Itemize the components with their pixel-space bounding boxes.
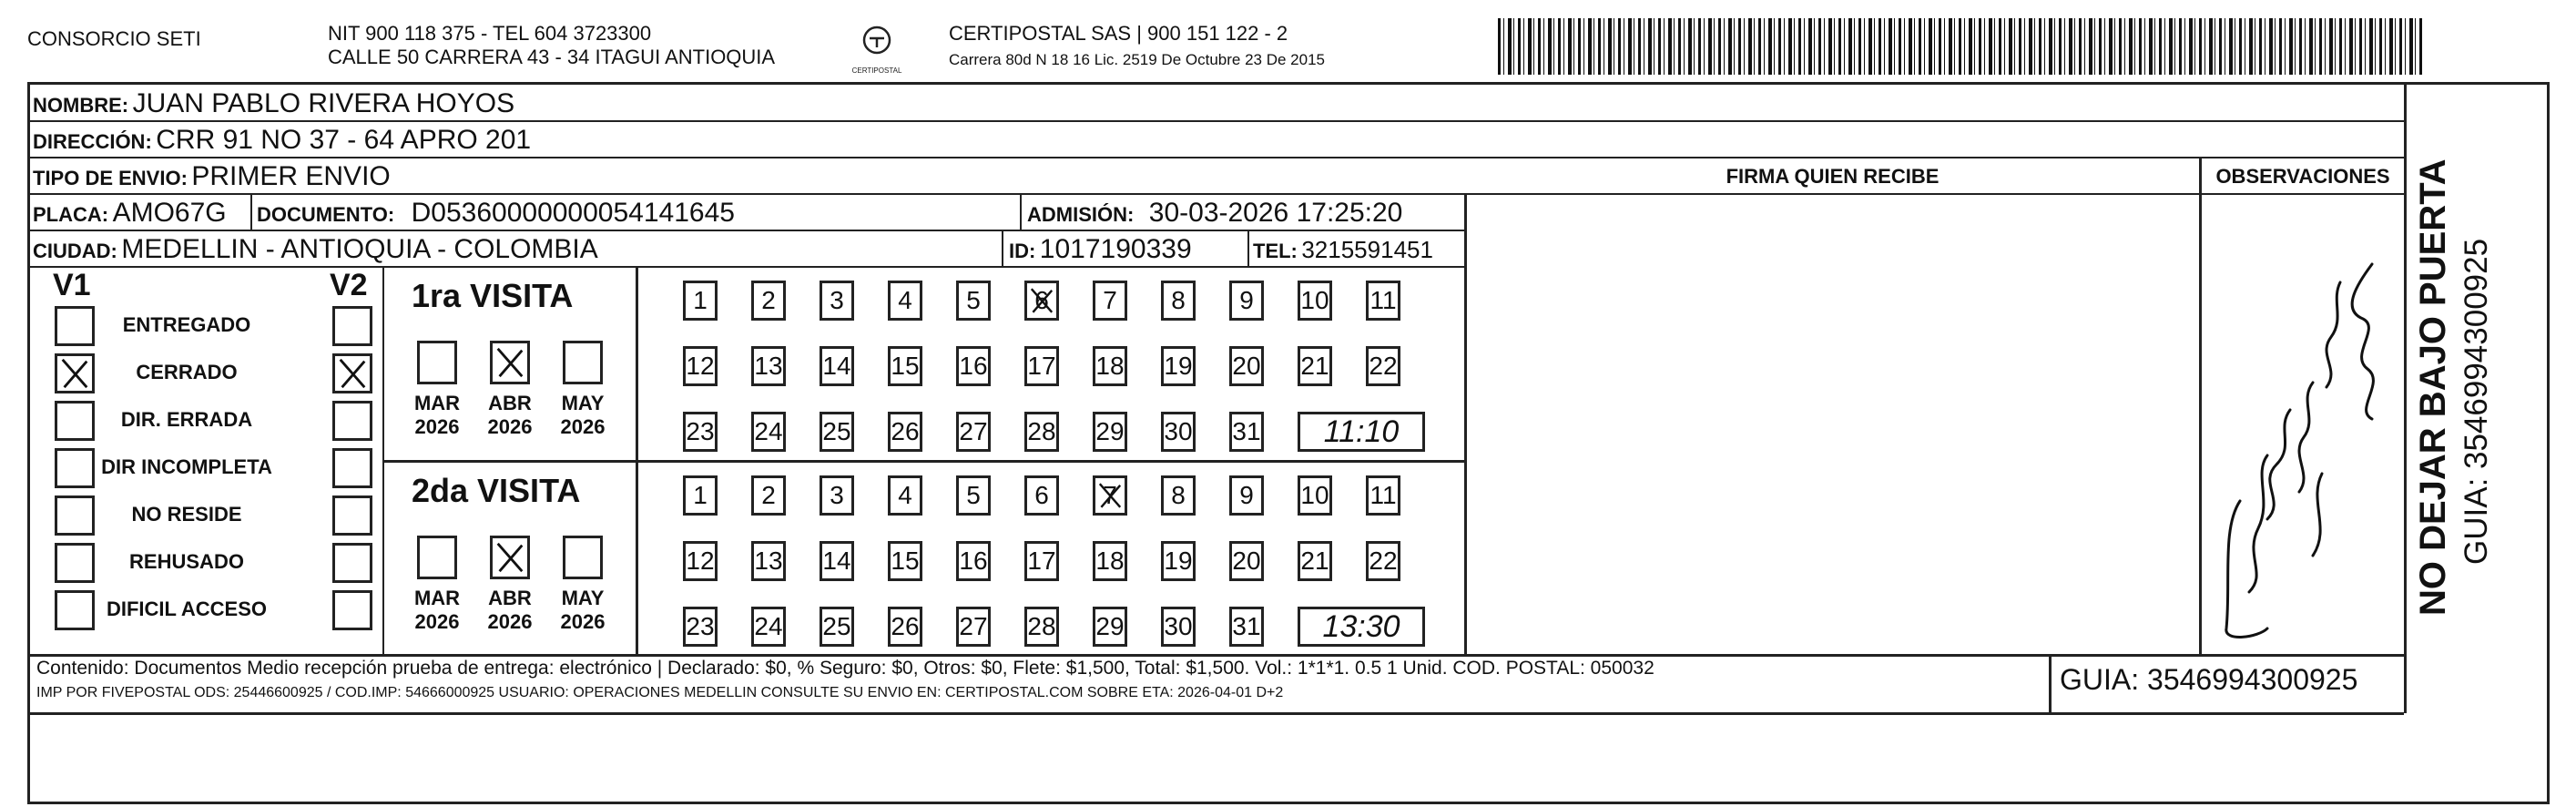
tel-row — [1253, 231, 1433, 272]
day-box[interactable]: 11 — [1366, 281, 1400, 321]
ciudad-value: MEDELLIN - ANTIOQUIA - COLOMBIA — [121, 234, 598, 264]
day-box[interactable]: 31 — [1229, 412, 1264, 452]
placa-label: PLACA: — [33, 203, 109, 226]
day-box[interactable]: 5 — [956, 281, 991, 321]
frame-bottom — [27, 802, 2550, 804]
v2-checkbox[interactable] — [332, 401, 372, 441]
no-dejar-bajo-puerta: NO DEJAR BAJO PUERTA — [2413, 158, 2453, 616]
address-line: CALLE 50 CARRERA 43 - 34 ITAGUI ANTIOQUIA — [328, 46, 776, 68]
day-box[interactable]: 15 — [888, 346, 922, 386]
day-box[interactable]: 30 — [1161, 607, 1196, 647]
status-option-label: CERRADO — [136, 361, 238, 383]
month-label: ABR 2026 — [487, 587, 533, 633]
day-box[interactable]: 27 — [956, 412, 991, 452]
day-box[interactable]: 6 — [1024, 281, 1059, 321]
day-box[interactable]: 19 — [1161, 541, 1196, 581]
day-box[interactable]: 23 — [683, 607, 718, 647]
v2-checkbox[interactable] — [332, 543, 372, 583]
nit-line: NIT 900 118 375 - TEL 604 3723300 — [328, 22, 652, 45]
v2-label: V2 — [330, 268, 368, 302]
day-box[interactable]: 21 — [1298, 541, 1332, 581]
day-box[interactable]: 20 — [1229, 541, 1264, 581]
day-box[interactable]: 31 — [1229, 607, 1264, 647]
month-label: ABR 2026 — [487, 392, 533, 438]
v1-label: V1 — [53, 268, 91, 302]
day-box[interactable]: 19 — [1161, 346, 1196, 386]
placa-row — [33, 195, 227, 236]
month-checkbox[interactable] — [417, 536, 457, 579]
day-box[interactable]: 28 — [1024, 607, 1059, 647]
day-box[interactable]: 12 — [683, 346, 718, 386]
v2-checkbox[interactable] — [332, 495, 372, 536]
day-box[interactable]: 11 — [1366, 475, 1400, 516]
day-box[interactable]: 26 — [888, 607, 922, 647]
admision-label: ADMISIÓN: — [1027, 203, 1135, 226]
day-box[interactable]: 10 — [1298, 281, 1332, 321]
admision-value: 30-03-2026 17:25:20 — [1148, 198, 1403, 228]
ciudad-label: CIUDAD: — [33, 240, 117, 262]
status-option-label: REHUSADO — [129, 550, 244, 573]
visit-time[interactable]: 13:30 — [1298, 607, 1425, 647]
month-checkbox[interactable] — [490, 341, 530, 384]
day-box[interactable]: 2 — [751, 281, 786, 321]
day-box[interactable]: 14 — [820, 541, 854, 581]
side-guia: GUIA: 3546994300925 — [2459, 238, 2494, 565]
direccion-label: DIRECCIÓN: — [33, 130, 152, 153]
day-box[interactable]: 7 — [1093, 475, 1127, 516]
day-box[interactable]: 17 — [1024, 541, 1059, 581]
day-box[interactable]: 3 — [820, 475, 854, 516]
svg-text:CERTIPOSTAL: CERTIPOSTAL — [851, 66, 902, 75]
direccion-row — [33, 122, 531, 163]
certipostal-logo — [845, 18, 909, 78]
status-option-label: NO RESIDE — [131, 503, 242, 526]
month-label: MAR 2026 — [413, 587, 461, 633]
day-box[interactable]: 30 — [1161, 412, 1196, 452]
company-name: CONSORCIO SETI — [27, 27, 201, 50]
day-box[interactable]: 20 — [1229, 346, 1264, 386]
day-box[interactable]: 1 — [683, 475, 718, 516]
month-label: MAY 2026 — [560, 392, 606, 438]
day-box[interactable]: 24 — [751, 412, 786, 452]
day-box[interactable]: 26 — [888, 412, 922, 452]
nombre-label: NOMBRE: — [33, 94, 129, 117]
visit-time[interactable]: 11:10 — [1298, 412, 1425, 452]
day-box[interactable]: 16 — [956, 346, 991, 386]
day-box[interactable]: 23 — [683, 412, 718, 452]
day-box[interactable]: 25 — [820, 607, 854, 647]
handwritten-signature — [2204, 200, 2399, 651]
day-box[interactable]: 27 — [956, 607, 991, 647]
day-box[interactable]: 29 — [1093, 607, 1127, 647]
day-box[interactable]: 13 — [751, 346, 786, 386]
observaciones-header: OBSERVACIONES — [2215, 165, 2390, 188]
nombre-row — [33, 86, 514, 127]
status-option-label: ENTREGADO — [122, 313, 251, 336]
day-box[interactable]: 5 — [956, 475, 991, 516]
day-box[interactable]: 9 — [1229, 281, 1264, 321]
direccion-value: CRR 91 NO 37 - 64 APRO 201 — [156, 125, 532, 155]
documento-row — [257, 195, 735, 236]
month-checkbox[interactable] — [563, 536, 603, 579]
side-divider — [2404, 82, 2407, 713]
firma-header: FIRMA QUIEN RECIBE — [1726, 165, 1940, 188]
day-box[interactable]: 21 — [1298, 346, 1332, 386]
tipo-value: PRIMER ENVIO — [191, 161, 391, 191]
barcode — [1498, 18, 2422, 75]
month-checkbox[interactable] — [490, 536, 530, 579]
day-box[interactable]: 29 — [1093, 412, 1127, 452]
day-box[interactable]: 18 — [1093, 541, 1127, 581]
footer-contenido: Contenido: Documentos Medio recepción prueba de entrega: electrónico | Declarado: $0, % Seguro: $0, Otros: $0, Flete: $1,500, Total: $1,500. Vol.: 1*1*1. 0.5 1 Unid. COD. POSTAL: 050032 — [36, 658, 1655, 679]
day-box[interactable]: 10 — [1298, 475, 1332, 516]
frame-left — [27, 82, 30, 803]
visit-title: 2da VISITA — [412, 472, 581, 509]
month-label: MAR 2026 — [413, 392, 461, 438]
status-option-label: DIR INCOMPLETA — [101, 455, 272, 478]
v2-checkbox[interactable] — [332, 353, 372, 393]
tel-value: 3215591451 — [1301, 236, 1433, 263]
tipo-label: TIPO DE ENVIO: — [33, 167, 188, 189]
day-box[interactable]: 28 — [1024, 412, 1059, 452]
status-option-label: DIFICIL ACCESO — [106, 598, 267, 620]
id-row — [1009, 231, 1192, 272]
status-option-label: DIR. ERRADA — [120, 408, 253, 431]
day-box[interactable]: 25 — [820, 412, 854, 452]
documento-value: D05360000000054141645 — [411, 198, 735, 228]
day-box[interactable]: 18 — [1093, 346, 1127, 386]
visit-title: 1ra VISITA — [412, 277, 574, 314]
tipo-row — [33, 158, 391, 199]
day-box[interactable]: 1 — [683, 281, 718, 321]
id-label: ID: — [1009, 240, 1036, 262]
footer-imp: IMP POR FIVEPOSTAL ODS: 25446600925 / COD.IMP: 54666000925 USUARIO: OPERACIONES MEDELLIN CONSULTE SU ENVIO EN: CERTIPOSTAL.COM SOBRE ETA: 2026-04-01 D+2 — [36, 685, 1284, 700]
day-box[interactable]: 6 — [1024, 475, 1059, 516]
month-label: MAY 2026 — [560, 587, 606, 633]
certipostal-line-2: Carrera 80d N 18 16 Lic. 2519 De Octubre 23 De 2015 — [949, 51, 1325, 68]
day-box[interactable]: 8 — [1161, 281, 1196, 321]
day-box[interactable]: 8 — [1161, 475, 1196, 516]
day-box[interactable]: 9 — [1229, 475, 1264, 516]
day-box[interactable]: 4 — [888, 475, 922, 516]
day-box[interactable]: 14 — [820, 346, 854, 386]
v2-checkbox[interactable] — [332, 448, 372, 488]
day-box[interactable]: 2 — [751, 475, 786, 516]
day-box[interactable]: 7 — [1093, 281, 1127, 321]
day-box[interactable]: 15 — [888, 541, 922, 581]
admision-row — [1027, 195, 1402, 236]
month-checkbox[interactable] — [563, 341, 603, 384]
frame-top — [27, 82, 2550, 85]
day-box[interactable]: 17 — [1024, 346, 1059, 386]
ciudad-row — [33, 231, 598, 272]
tel-label: TEL: — [1253, 240, 1298, 262]
day-box[interactable]: 3 — [820, 281, 854, 321]
footer-guia: GUIA: 3546994300925 — [2060, 663, 2358, 696]
v2-checkbox[interactable] — [332, 590, 372, 630]
day-box[interactable]: 16 — [956, 541, 991, 581]
v2-checkbox[interactable] — [332, 306, 372, 346]
documento-label: DOCUMENTO: — [257, 203, 395, 226]
day-box[interactable]: 13 — [751, 541, 786, 581]
certipostal-line-1: CERTIPOSTAL SAS | 900 151 122 - 2 — [949, 22, 1288, 45]
day-box[interactable]: 22 — [1366, 346, 1400, 386]
id-value: 1017190339 — [1039, 234, 1192, 264]
day-box[interactable]: 22 — [1366, 541, 1400, 581]
nombre-value: JUAN PABLO RIVERA HOYOS — [132, 88, 515, 118]
frame-right — [2547, 82, 2550, 803]
day-box[interactable]: 4 — [888, 281, 922, 321]
day-box[interactable]: 24 — [751, 607, 786, 647]
placa-value: AMO67G — [112, 198, 227, 228]
month-checkbox[interactable] — [417, 341, 457, 384]
day-box[interactable]: 12 — [683, 541, 718, 581]
